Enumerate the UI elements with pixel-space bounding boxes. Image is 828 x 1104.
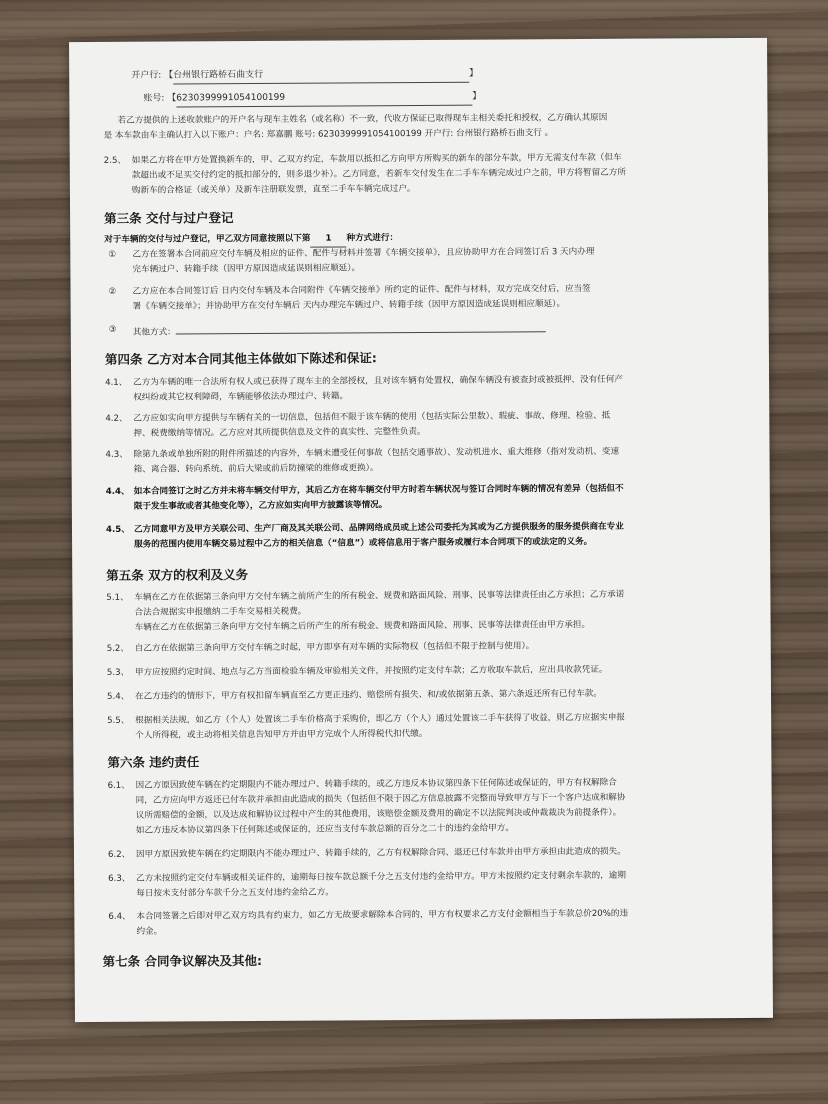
clause-5-5-text bbox=[135, 711, 625, 744]
bank-account-value: 6230399991054100199 bbox=[176, 92, 286, 104]
section-3-item-3 bbox=[133, 320, 546, 341]
clause-line: 箱、离合器、转向系统、前后大梁或前后防撞梁的维修或更换）。 bbox=[133, 463, 379, 475]
clause-number: 6.1、 bbox=[107, 780, 130, 791]
clause-line: 因甲方原因致使车辆在约定期限内不能办理过户、转籍手续的，乙方有权解除合同、退还已付车款并由甲方承担由此造成的损失。 bbox=[135, 846, 626, 860]
item-line: 乙方应在本合同签订后 日内交付车辆及本合同附件《车辆交接单》所约定的证件、配件与材料，双方完成交付后，应当签 bbox=[132, 283, 591, 297]
clause-4-3-text bbox=[133, 445, 619, 478]
clause-line: 议所需赔偿的金额，以及达成和解协议过程中产生的其他费用，该赔偿金额及费用的确定不以法院判决或仲裁裁决为前提条件）。 bbox=[135, 807, 622, 821]
clause-6-3-text bbox=[136, 869, 626, 902]
bracket-open: 【 bbox=[164, 70, 174, 81]
clause-number: 5.3、 bbox=[106, 667, 130, 678]
clause-4-1-text bbox=[133, 373, 623, 406]
clause-number: 4.2、 bbox=[105, 413, 128, 424]
clause-number: 6.4、 bbox=[108, 911, 131, 922]
clause-6-4-text bbox=[136, 907, 628, 940]
clause-number: 5.2、 bbox=[106, 643, 130, 654]
item-marker: ① bbox=[108, 249, 117, 260]
bracket-close: 】 bbox=[472, 91, 482, 102]
clause-number: 2.5、 bbox=[103, 155, 127, 166]
clause-line: 如本合同签订之时乙方并未将车辆交付甲方，其后乙方在将车辆交付甲方时若车辆状况与签订合同时车辆的情况有差异（包括但不 bbox=[133, 483, 624, 497]
clause-line: 个人所得税，或主动将相关信息告知甲方并由甲方完成个人所得税代扣代缴。 bbox=[135, 728, 428, 741]
section-3-choice-value: 1 bbox=[325, 233, 332, 244]
clause-line: 在乙方违约的情形下，甲方有权扣留车辆直至乙方更正违约、赔偿所有损失、和/或依据第五条、第六条返还所有已付车款。 bbox=[134, 688, 603, 702]
clause-line: 如乙方违反本协议第四条下任何陈述或保证的，还应当支付车款总额的百分之二十的违约金给甲方。 bbox=[135, 823, 514, 836]
clause-line: 款超出或不足买交付约定的抵扣部分的，则多退少补）。乙方同意，若新车交付发生在二手车车辆完成过户之前，甲方将暂留乙方所 bbox=[131, 167, 626, 181]
clause-line: 因乙方原因致使车辆在约定期限内不能办理过户、转籍手续的，或乙方违反本协议第四条下任何陈述或保证的，甲方有权解除合 bbox=[135, 777, 617, 791]
clause-line: 本合同签署之后即对甲乙双方均具有约束力，如乙方无故要求解除本合同的，甲方有权要求乙方支付金额相当于车款总价20%的违 bbox=[136, 908, 629, 922]
clause-number: 4.4、 bbox=[105, 486, 130, 497]
clause-line: 乙方应如实向甲方提供与车辆有关的一切信息，包括但不限于该车辆的使用（包括实际公里数）、瑕疵、事故、修理、检验、抵 bbox=[133, 410, 611, 424]
clause-line: 押、税费缴纳等情况。乙方应对其所提供信息及文件的真实性、完整性负责。 bbox=[133, 426, 426, 439]
page-content bbox=[69, 38, 767, 969]
item-marker: ③ bbox=[108, 324, 117, 335]
intro-paragraph bbox=[103, 111, 607, 144]
bank-branch-field bbox=[173, 66, 469, 85]
item-marker: ② bbox=[108, 286, 117, 297]
clause-line: 购新车的合格证（或关单）及新车注册联发票，直至二手车车辆完成过户。 bbox=[131, 184, 416, 196]
clause-line: 合法合规据实申报缴纳二手车交易相关税费。 bbox=[134, 606, 307, 618]
bracket-open: 【 bbox=[167, 93, 177, 104]
clause-2-5-text bbox=[132, 151, 626, 199]
clause-number: 6.3、 bbox=[108, 873, 131, 884]
section-3-lead-a: 对于车辆的交付与过户登记，甲乙双方同意按照以下第 bbox=[104, 233, 311, 245]
clause-line: 自乙方在依据第三条向甲方交付车辆之时起，甲方即享有对车辆的实际物权（包括但不限于控制与使用）。 bbox=[134, 641, 535, 654]
section-3-item-1 bbox=[132, 245, 594, 278]
item-line: 完车辆过户、转籍手续（因甲方原因造成延误则相应顺延）。 bbox=[132, 263, 361, 275]
bank-account-row bbox=[143, 89, 481, 108]
bank-account-label: 账号: bbox=[143, 93, 165, 104]
clause-line: 车辆在乙方在依据第三条向甲方交付车辆之前所产生的所有税金、规费和路面风险、刑事、民事等法律责任由乙方承担；乙方承诺 bbox=[134, 589, 625, 603]
contract-page bbox=[69, 38, 773, 1022]
clause-4-5-text bbox=[134, 520, 624, 553]
clause-5-4-text bbox=[135, 687, 602, 705]
bank-branch-row bbox=[131, 66, 478, 85]
clause-line: 限于发生事故或者其他变化等），乙方应如实向甲方披露该等情况。 bbox=[133, 500, 388, 512]
clause-line: 权纠纷或其它权利障碍，车辆能够依法办理过户、转籍。 bbox=[133, 391, 349, 403]
intro-line: 是 本车款由车主确认打入以下账户：户名: 郑嘉鹏 账号: 6230399991054100199 开户行: 台州银行路桥石曲支行 。 bbox=[103, 128, 554, 141]
section-3-title: 第三条 交付与过户登记 bbox=[104, 210, 234, 226]
clause-number: 5.5、 bbox=[107, 715, 130, 726]
clause-number: 4.5、 bbox=[105, 524, 130, 535]
clause-line: 服务的范围内使用车辆交易过程中乙方的相关信息（“信息”）或将信息用于客户服务或履行本合同项下的或法定的义务。 bbox=[134, 536, 593, 550]
clause-number: 5.4、 bbox=[106, 691, 130, 702]
section-4-title: 第四条 乙方对本合同其他主体做如下陈述和保证: bbox=[104, 350, 377, 367]
clause-6-1-text bbox=[136, 776, 626, 839]
clause-4-4-text bbox=[134, 482, 624, 515]
clause-line: 约金。 bbox=[136, 926, 163, 937]
section-3-item-2 bbox=[132, 282, 590, 315]
clause-line: 每日按未支付部分车款千分之五支付违约金给乙方。 bbox=[136, 887, 334, 899]
section-5-title: 第五条 双方的权利及义务 bbox=[106, 567, 249, 583]
clause-number: 6.2、 bbox=[107, 849, 131, 860]
clause-5-3-text bbox=[135, 663, 608, 681]
clause-line: 同，乙方应向甲方返还已付车款并承担由此造成的损失（包括但不限于因乙方信息披露不完整而导致甲方与下一个客户达成和解协 bbox=[135, 792, 626, 806]
bracket-close: 】 bbox=[469, 68, 479, 79]
intro-line: 若乙方提供的上述收款账户的开户名与现车主姓名（或名称）不一致，代收方保证已取得现车主相关委托和授权，乙方确认其原因 bbox=[117, 112, 608, 126]
bank-branch-label: 开户行: bbox=[131, 70, 162, 81]
clause-number: 4.1、 bbox=[105, 377, 128, 388]
section-3-lead-b: 种方式进行： bbox=[346, 233, 399, 244]
clause-line: 如果乙方将在甲方处置换新车的，甲、乙双方约定，车款用以抵扣乙方向甲方所购买的新车的部分车款，甲方无需支付车款（但车 bbox=[131, 152, 622, 166]
item-line: 乙方在签署本合同前应交付车辆及相应的证件、配件与材料并签署《车辆交接单》，且应协助甲方在合同签订后 3 天内办理 bbox=[132, 246, 595, 260]
item-line: 署《车辆交接单》；并协助甲方在交付车辆后 天内办理完车辆过户、转籍手续（因甲方原因造成延误则相应顺延）。 bbox=[132, 299, 566, 312]
clause-5-2-text bbox=[135, 639, 535, 656]
clause-line: 除第九条或单独所附的附件所描述的内容外，车辆未遭受任何事故（包括交通事故）、发动机进水、重大维修（指对发动机、变速 bbox=[133, 446, 620, 460]
other-method-field bbox=[176, 320, 546, 334]
item-line: 其他方式： bbox=[132, 327, 176, 338]
section-3-choice-field bbox=[310, 231, 346, 247]
section-6-title: 第六条 违约责任 bbox=[107, 754, 200, 770]
clause-line: 乙方未按照约定交付车辆或相关证件的，逾期每日按车款总额千分之五支付违约金给甲方。甲方未按照约定支付剩余车款的，逾期 bbox=[136, 870, 627, 884]
bank-branch-value: 台州银行路桥石曲支行 bbox=[173, 69, 264, 81]
clause-line: 乙方同意甲方及甲方关联公司、生产厂商及其关联公司、品牌网络成员或上述公司委托为其或为乙方提供服务的服务提供商在专业 bbox=[133, 521, 624, 535]
bank-account-field bbox=[176, 89, 472, 108]
clause-line: 乙方为车辆的唯一合法所有权人或已获得了现车主的全部授权，且对该车辆有处置权，确保车辆没有被查封或被抵押、没有任何产 bbox=[133, 374, 623, 388]
clause-line: 甲方应按照约定时间、地点与乙方当面检验车辆及审验相关文件，并按照约定支付车款；乙方收取车款后，应出具收款凭证。 bbox=[134, 664, 608, 678]
clause-number: 4.3、 bbox=[105, 449, 128, 460]
section-7-title: 第七条 合同争议解决及其他: bbox=[102, 952, 263, 969]
clause-line: 车辆在乙方在依据第三条向甲方交付车辆之后所产生的所有税金、规费和路面风险、刑事、民事等法律责任由甲方承担。 bbox=[134, 619, 591, 633]
clause-4-2-text bbox=[133, 409, 610, 442]
clause-5-1-text bbox=[134, 588, 624, 636]
clause-number: 5.1、 bbox=[106, 592, 129, 603]
clause-line: 根据相关法规，如乙方（个人）处置该二手车价格高于采购价，即乙方（个人）通过处置该二手车获得了收益，则乙方应据实申报 bbox=[135, 712, 626, 726]
clause-6-2-text bbox=[136, 845, 626, 863]
